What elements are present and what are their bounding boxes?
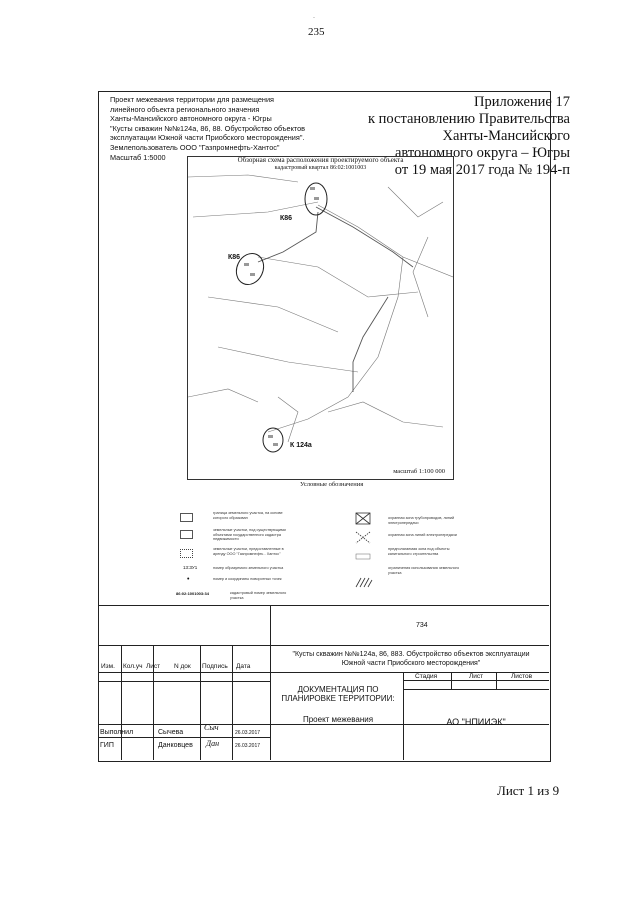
legend-plot-number: 13:ЗУ1	[183, 565, 198, 570]
tb-rule	[98, 681, 270, 682]
map-scale: масштаб 1:100 000	[393, 468, 445, 475]
stage-header: Лист	[469, 673, 484, 680]
doc-title-line: ПЛАНИРОВКЕ ТЕРРИТОРИИ:	[281, 694, 395, 703]
tb-rule	[98, 605, 549, 606]
project-description	[110, 95, 305, 162]
title-block-object-name	[276, 650, 546, 668]
appendix-line: Приложение 17	[474, 94, 570, 110]
row-name: Данковцев	[158, 742, 193, 749]
map-cadastral-quarter: кадастровый квартал 86:02:1001003	[274, 165, 367, 171]
doc-title	[278, 685, 398, 703]
tb-rule	[98, 737, 270, 738]
legend-item: охранная зона линий электропередачи	[388, 533, 457, 537]
stage-header: Стадия	[415, 673, 438, 680]
header-cell: Кол.уч	[123, 663, 143, 670]
row-role: Выполнил	[100, 729, 134, 736]
signature-mark: Сыч	[204, 723, 219, 732]
legend-item: кадастровый номер земельного участка	[230, 591, 287, 600]
row-name: Сычева	[158, 729, 184, 736]
legend-item: ограничения использования земельного участка	[388, 566, 460, 575]
appendix-line: к постановлению Правительства	[368, 111, 570, 127]
row-role: ГИП	[100, 742, 114, 749]
tb-rule	[403, 689, 549, 690]
corner-mark: ·	[313, 15, 315, 21]
tb-rule	[98, 645, 549, 646]
tb-rule	[496, 672, 497, 689]
header-cell: N док	[174, 663, 191, 670]
legend-symbol	[180, 513, 193, 522]
object-name-line: Южной части Приобского месторождения"	[341, 660, 481, 667]
header-cell: Дата	[236, 663, 251, 670]
sheet-label: Лист 1 из 9	[497, 783, 560, 798]
object-name-line: "Кусты скважин №№124а, 86, 883. Обустройство объектов эксплуатации	[292, 651, 530, 658]
legend-hatch-symbols	[355, 512, 375, 592]
header-cell: Изм.	[101, 663, 115, 670]
header-cell: Лист	[146, 663, 161, 670]
signature-mark: Дан	[206, 739, 220, 748]
appendix-line: автономного округа – Югры	[394, 145, 570, 161]
legend-cadastre-number: 86:02:1001003:34	[176, 591, 209, 596]
title-block	[98, 605, 549, 760]
cluster-k124a-label: К 124а	[290, 442, 312, 449]
tb-rule	[403, 672, 404, 760]
project-line: Землепользователь ООО "Газпромнефть-Хантос"	[110, 142, 280, 152]
stage-header: Листов	[511, 673, 533, 680]
legend-item: предполагаемая зона под объекты капитального строительства	[388, 547, 450, 556]
legend-symbol	[180, 549, 193, 558]
legend-item: земельные участки, предоставленные в аренду ООО "Газпромнефть - Хантос"	[213, 547, 284, 556]
title-block-number: 734	[416, 622, 428, 629]
project-line: Проект межевания территории для размещения	[110, 95, 274, 104]
overview-map	[187, 156, 454, 480]
map-title: Обзорная схема расположения проектируемого объекта	[237, 156, 404, 164]
row-date: 26.03.2017	[235, 730, 261, 736]
legend-symbol	[180, 530, 193, 539]
header-cell: Подпись	[202, 663, 228, 670]
legend-title: Условные обозначения	[300, 481, 364, 488]
doc-subtitle: Проект межевания	[302, 715, 374, 724]
project-line: Масштаб 1:5000	[110, 152, 166, 162]
map-drawing	[188, 157, 453, 479]
appendix-line: от 19 мая 2017 года № 194-п	[394, 162, 570, 178]
page-number: 235	[308, 26, 325, 38]
cluster-k86-left-label: К86	[228, 254, 241, 261]
project-line: "Кусты скважин №№124а, 86, 88. Обустройство объектов	[110, 123, 306, 133]
legend-item: охранная зона трубопроводов, линий электропередачи	[388, 516, 455, 525]
legend-item: номер и координаты поворотных точек	[213, 577, 282, 581]
tb-rule	[121, 645, 122, 760]
legend-item: граница земельного участка, на основе которого образован	[213, 511, 283, 520]
project-line: эксплуатации Южной части Приобского месторождения".	[110, 133, 305, 143]
legend-item: номер образуемого земельного участка	[213, 566, 284, 570]
appendix-line: Ханты-Мансийского	[442, 128, 570, 144]
project-line: линейного объекта регионального значения	[110, 104, 260, 114]
tb-rule	[451, 672, 452, 689]
tb-rule	[403, 680, 549, 681]
row-date: 26.03.2017	[235, 743, 261, 749]
doc-title-line: ДОКУМЕНТАЦИЯ ПО	[297, 685, 379, 694]
legend-point-symbol: •	[187, 576, 190, 583]
tb-rule	[232, 645, 233, 760]
company-name: АО "НПИИЭК"	[446, 717, 506, 727]
cluster-k86-top-label: К86	[280, 215, 293, 222]
tb-rule	[200, 645, 201, 760]
project-line: Ханты-Мансийского автономного округа - Югры	[110, 114, 272, 124]
tb-rule	[270, 605, 271, 760]
legend-item: земельные участки, под существующими объектами государственного кадастра недвижимости	[213, 528, 286, 542]
